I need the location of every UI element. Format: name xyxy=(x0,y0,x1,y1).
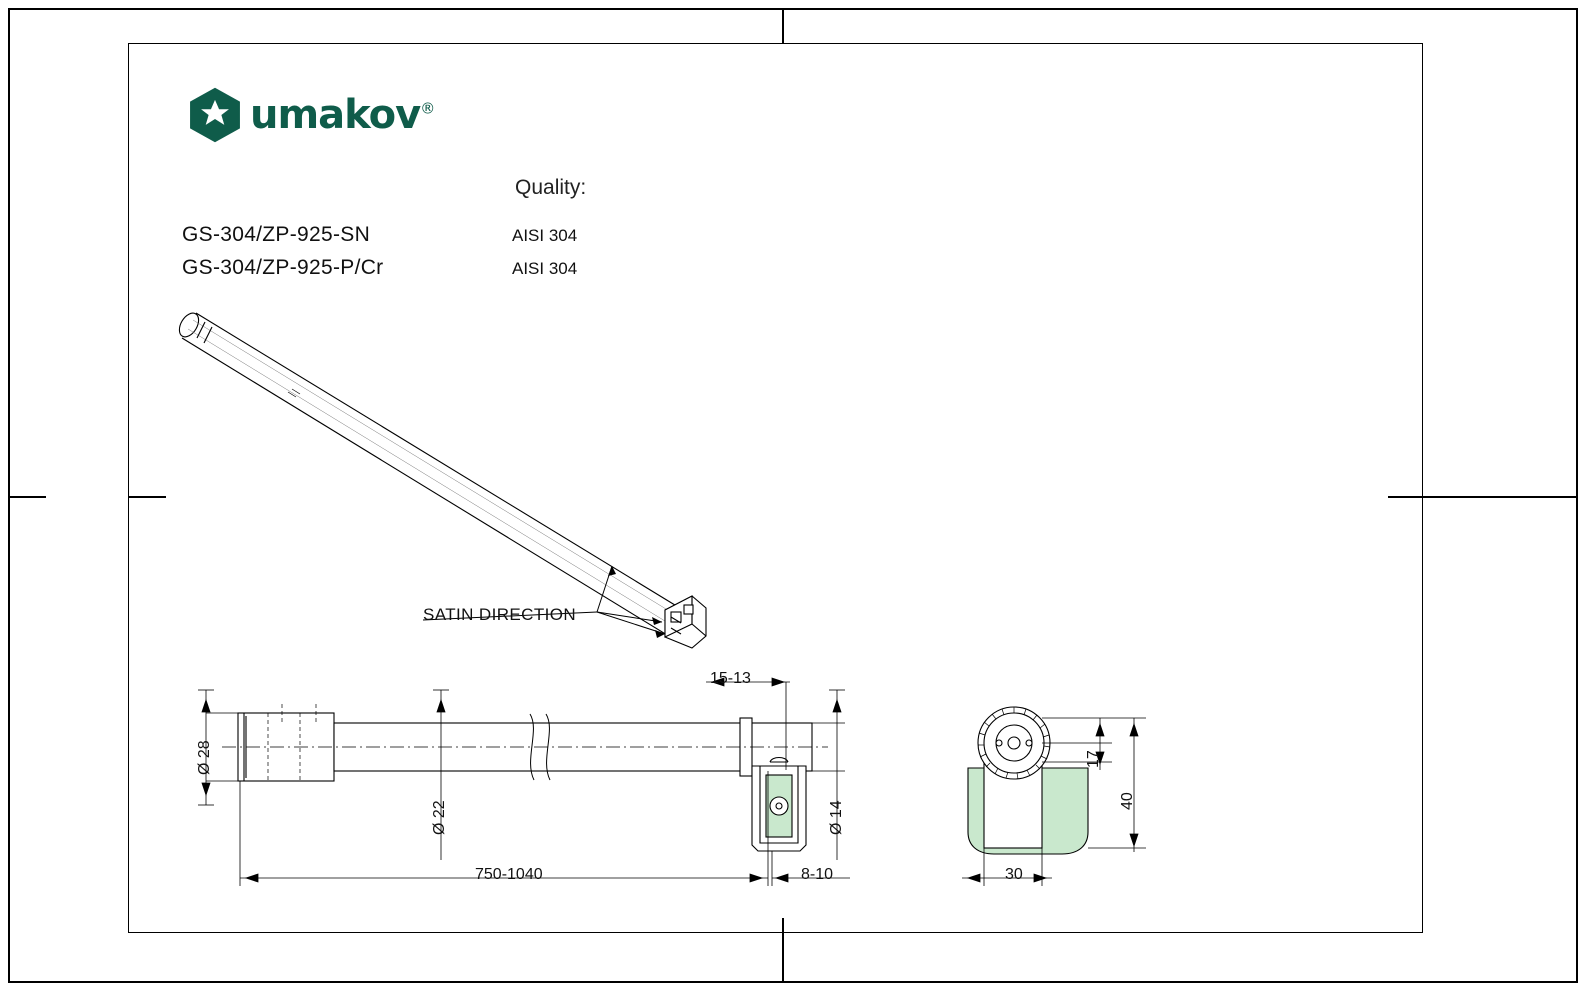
dim-height-40: 40 xyxy=(1119,792,1136,810)
logo-wordmark-text: umakov xyxy=(250,92,421,138)
registered-mark: ® xyxy=(420,99,435,118)
product-quality-1: AISI 304 xyxy=(512,226,578,245)
dim-width-30: 30 xyxy=(1005,866,1023,883)
dim-diameter-28: Ø 28 xyxy=(196,740,213,775)
satin-direction-label: SATIN DIRECTION xyxy=(423,605,577,624)
product-quality-2: AISI 304 xyxy=(512,259,578,278)
dim-height-17: 17 xyxy=(1085,750,1102,768)
dim-diameter-22: Ø 22 xyxy=(431,800,448,835)
product-code-2: GS-304/ZP-925-P/Cr xyxy=(182,256,384,279)
quality-label: Quality: xyxy=(515,176,587,199)
dim-length-range: 750-1040 xyxy=(475,866,543,883)
product-code-1: GS-304/ZP-925-SN xyxy=(182,223,371,246)
dim-diameter-14: Ø 14 xyxy=(828,800,845,835)
dim-top-offset: 15-13 xyxy=(710,670,751,687)
dim-bottom-offset: 8-10 xyxy=(801,866,834,883)
